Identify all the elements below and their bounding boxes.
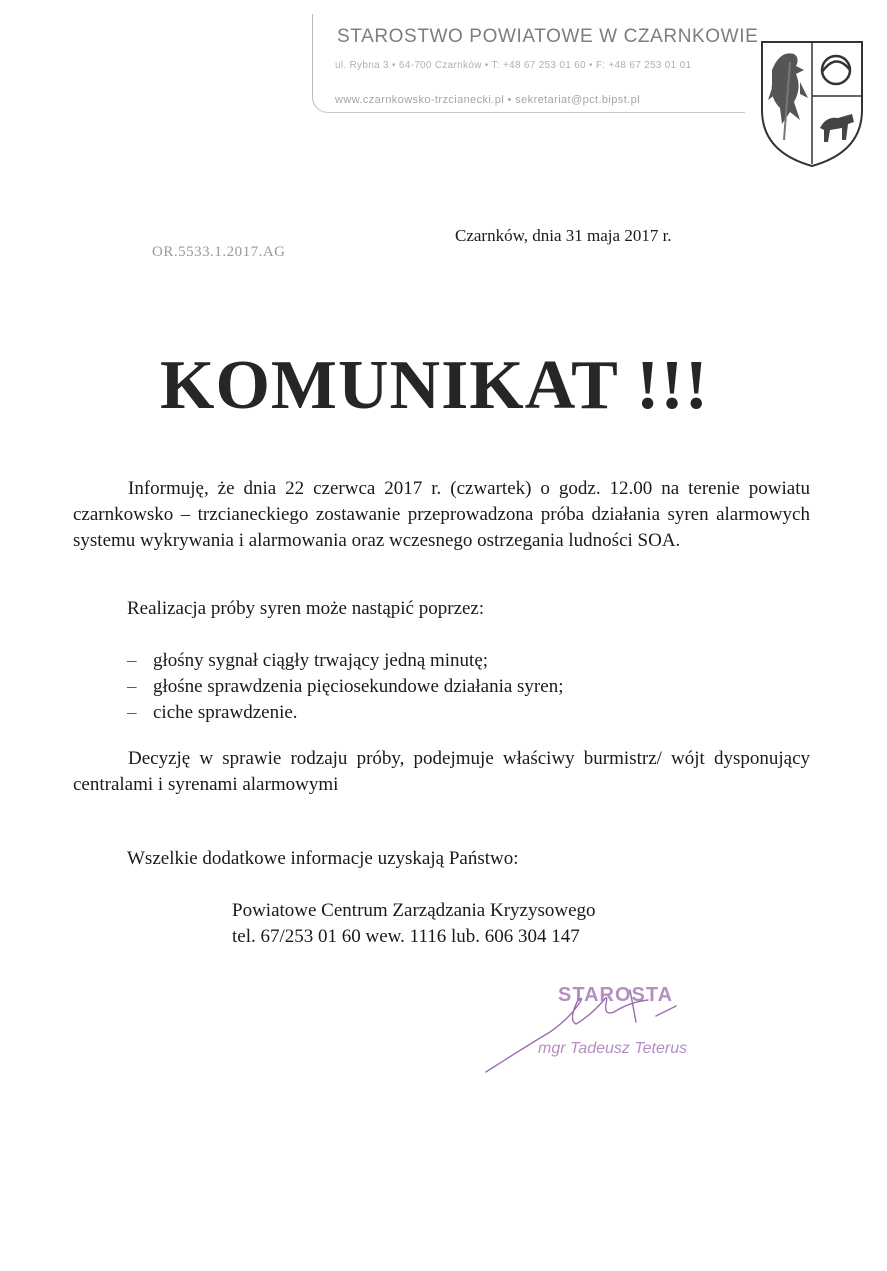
stamp-name: mgr Tadeusz Teterus xyxy=(538,1040,688,1057)
list-item xyxy=(127,648,563,674)
handwritten-signature xyxy=(480,980,740,1080)
list-item xyxy=(127,674,563,700)
letterhead-title: STAROSTWO POWIATOWE W CZARNKOWIE xyxy=(337,26,759,47)
list-item-text: ciche sprawdzenie. xyxy=(153,702,298,723)
contact-organization: Powiatowe Centrum Zarządzania Kryzysowego xyxy=(232,900,596,921)
bullet-dash: – xyxy=(127,702,137,723)
paragraph-decision: Decyzję w sprawie rodzaju próby, podejmuje właściwy burmistrz/ wójt dysponujący centralami i syrenami alarmowymi xyxy=(73,748,810,795)
paragraph-methods-intro: Realizacja próby syren może nastąpić poprzez: xyxy=(127,598,485,619)
letterhead-web: www.czarnkowsko-trzcianecki.pl • sekretariat@pct.bipst.pl xyxy=(335,94,640,106)
list-item-text: głośny sygnał ciągły trwający jedną minutę; xyxy=(153,650,489,671)
list-item-text: głośne sprawdzenia pięciosekundowe działania syren; xyxy=(153,676,564,697)
stamp-title: STAROSTA xyxy=(558,984,674,1006)
contact-block xyxy=(232,898,596,950)
letterhead xyxy=(312,14,759,113)
place-date: Czarnków, dnia 31 maja 2017 r. xyxy=(455,226,672,245)
bullet-dash: – xyxy=(127,676,137,697)
contact-phone: tel. 67/253 01 60 wew. 1116 lub. 606 304 147 xyxy=(232,926,580,947)
list-item xyxy=(127,700,563,726)
siren-test-methods-list xyxy=(127,648,563,726)
signature-stamp xyxy=(480,980,740,1080)
coat-of-arms-icon xyxy=(760,40,864,168)
letterhead-address: ul. Rybna 3 • 64-700 Czarnków • T: +48 67 253 01 60 • F: +48 67 253 01 01 xyxy=(335,60,692,71)
paragraph-info: Wszelkie dodatkowe informacje uzyskają Państwo: xyxy=(127,848,519,869)
reference-number: OR.5533.1.2017.AG xyxy=(152,244,286,260)
announcement-title: KOMUNIKAT !!! xyxy=(160,347,709,424)
bullet-dash: – xyxy=(127,650,137,671)
paragraph-announcement: Informuję, że dnia 22 czerwca 2017 r. (czwartek) o godz. 12.00 na terenie powiatu czarnkowsko – trzcianeckiego zostawanie przeprowadzona próba działania syren alarmowych systemu wykrywania i alarmowania oraz wczesnego ostrzegania ludności SOA. xyxy=(73,478,810,551)
